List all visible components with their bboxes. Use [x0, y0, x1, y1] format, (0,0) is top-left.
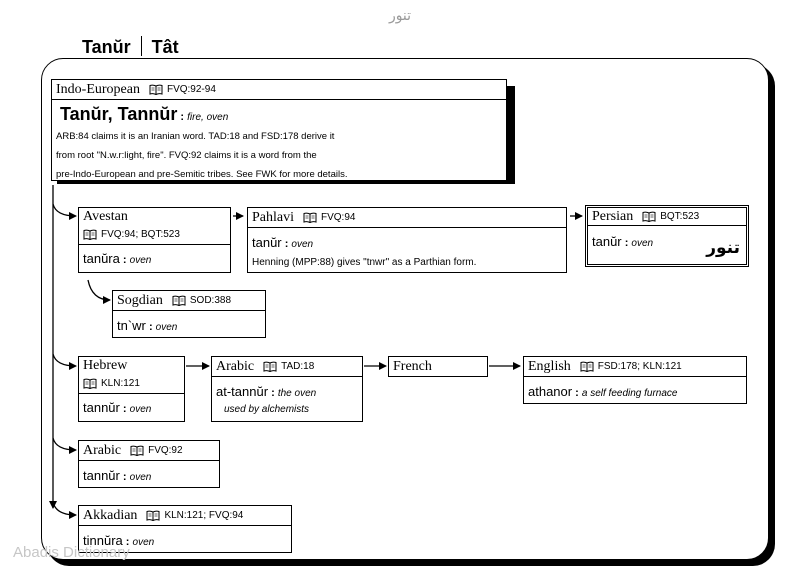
entry-word: tinnŭra [83, 533, 123, 548]
book-icon [83, 229, 97, 240]
source-reference: FSD:178; KLN:121 [597, 361, 682, 372]
entry-persian: Persian BQT:523 tanŭr : oven تنور [585, 205, 749, 267]
entry-meaning: oven [129, 255, 152, 266]
source-reference: FVQ:94; BQT:523 [101, 229, 180, 240]
entry-word: tn`wr [117, 318, 146, 333]
branch-to-hebrew [53, 354, 76, 366]
book-icon [83, 378, 97, 389]
entry-head [588, 208, 746, 226]
book-icon [130, 445, 144, 456]
book-icon [303, 212, 317, 223]
branch-to-akkadian [53, 502, 76, 515]
entry-french [388, 356, 488, 377]
entry-meaning: oven [129, 404, 152, 415]
language-name: French [393, 358, 432, 374]
entry-word: at-tannŭr [216, 384, 269, 399]
entry-word: athanor [528, 384, 573, 399]
entry-head [79, 441, 219, 461]
entry-meaning: a self feeding furnace [581, 388, 678, 399]
entry-avestan: Avestan FVQ:94; BQT:523 tanŭra : oven [78, 207, 231, 273]
note-line: pre-Indo-European and pre-Semitic tribes. See FWK for more details. [56, 169, 348, 180]
entry-pahlavi: Pahlavi FVQ:94 tanŭr : oven Henning (MPP:88) gives "tnwr" as a Parthian form. [247, 207, 567, 273]
entry-meaning: oven [631, 238, 654, 249]
entry-word: tannŭr [83, 468, 120, 483]
note-line: from root "N.w.r:light, fire". FVQ:92 claims it is a word from the [56, 150, 317, 161]
book-icon [149, 84, 163, 95]
page-top-title: تنور [388, 8, 412, 24]
book-icon [263, 361, 277, 372]
entry-head [113, 291, 265, 311]
language-name: Pahlavi [252, 209, 294, 225]
entry-meaning: fire, oven [187, 112, 229, 123]
entry-word: Tanŭr, Tannŭr [60, 104, 178, 124]
source-reference: FVQ:92 [148, 445, 183, 456]
entry-head [79, 357, 184, 374]
language-name: Persian [592, 208, 634, 224]
persian-script-word: تنور [706, 238, 740, 258]
language-name: English [528, 358, 571, 374]
entry-word: tannŭr [83, 400, 120, 415]
entry-meaning-continued: used by alchemists [224, 404, 310, 415]
language-name: Sogdian [117, 292, 163, 308]
source-reference: FVQ:94 [321, 212, 356, 223]
entry-arabic-at-tannur: Arabic TAD:18 at-tannŭr : the oven used by alchemists [211, 356, 363, 422]
source-reference: BQT:523 [660, 211, 700, 222]
source-reference: SOD:388 [189, 295, 232, 306]
entry-meaning: oven [132, 537, 155, 548]
entry-source-row [79, 374, 184, 394]
watermark: Abadis Dictionary [13, 544, 130, 561]
entry-meaning: oven [291, 239, 314, 250]
header-language: Tât [151, 37, 179, 57]
entry-indo-european: Indo-European FVQ:92-94 Tanŭr, Tannŭr : fire, oven ARB:84 claims it is an Iranian word. TAD:18 and FSD:178 derive it from root "N.w.r:light, fire". FVQ:92 claims it is a word from the pre-Indo-European and pre-Semitic tribes. See FWK for more details. [51, 79, 507, 181]
entry-word: tanŭr [592, 234, 622, 249]
branch-to-sogdian [88, 280, 110, 300]
book-icon [172, 295, 186, 306]
entry-akkadian: Akkadian KLN:121; FVQ:94 tinnŭra : oven [78, 505, 292, 553]
language-name: Arabic [216, 358, 255, 374]
language-name: Hebrew [83, 357, 128, 373]
entry-hebrew: Hebrew KLN:121 tannŭr : oven [78, 356, 185, 422]
source-reference: KLN:121; FVQ:94 [164, 510, 244, 521]
entry-head [389, 357, 487, 376]
entry-word: tanŭra [83, 251, 120, 266]
entry-head [79, 208, 230, 225]
entry-head [79, 506, 291, 526]
language-name: Avestan [83, 208, 128, 224]
entry-head [524, 357, 746, 377]
source-reference: FVQ:92-94 [166, 84, 216, 95]
entry-word: tanŭr [252, 235, 282, 250]
book-icon [580, 361, 594, 372]
book-icon [642, 211, 656, 222]
language-name: Arabic [83, 442, 122, 458]
entry-meaning: oven [155, 322, 178, 333]
source-reference: KLN:121 [101, 378, 140, 389]
entry-head [248, 208, 566, 228]
entry-note: Henning (MPP:88) gives "tnwr" as a Parthian form. [252, 257, 477, 268]
entry-head [212, 357, 362, 377]
book-icon [146, 510, 160, 521]
entry-meaning: the oven [277, 388, 317, 399]
entry-sogdian: Sogdian SOD:388 tn`wr : oven [112, 290, 266, 338]
entry-head [52, 80, 506, 100]
source-reference: TAD:18 [281, 361, 315, 372]
entry-source-row [79, 225, 230, 245]
entry-meaning: oven [129, 472, 152, 483]
branch-to-avestan [53, 204, 76, 216]
entry-english: English FSD:178; KLN:121 athanor : a self feeding furnace [523, 356, 747, 404]
header-word: Tanŭr [82, 37, 131, 57]
branch-to-arabic-b [53, 438, 76, 450]
entry-note [56, 125, 498, 181]
entry-arabic-tannur: Arabic FVQ:92 tannŭr : oven [78, 440, 220, 488]
language-name: Akkadian [83, 507, 138, 523]
note-line: ARB:84 claims it is an Iranian word. TAD:18 and FSD:178 derive it [56, 131, 335, 142]
language-name: Indo-European [56, 81, 140, 97]
